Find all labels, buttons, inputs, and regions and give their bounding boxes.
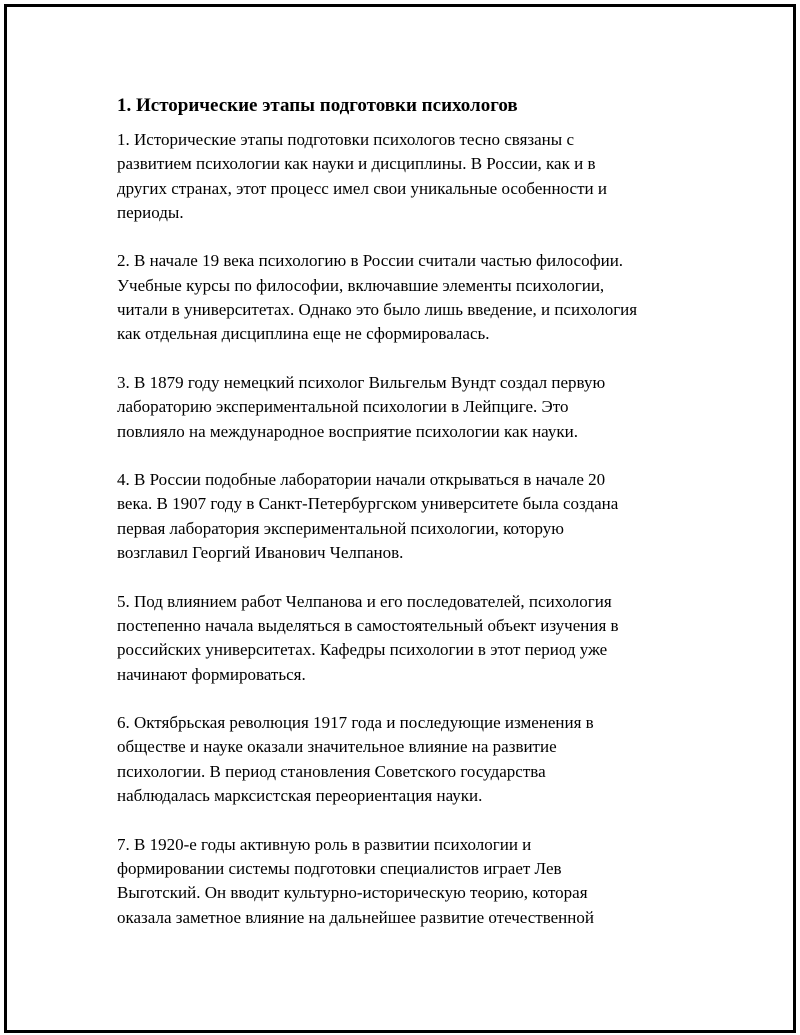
- paragraph-1: 1. Исторические этапы подготовки психологов тесно связаны с развитием психологии как науки и дисциплины. В России, как и в других странах, этот процесс имел свои уникальные особенности и периоды.: [117, 130, 607, 222]
- paragraph-2: 2. В начале 19 века психологию в России считали частью философии. Учебные курсы по философии, включавшие элементы психологии, читали в университетах. Однако это было лишь введение, и психология как отдельная дисциплина еще не сформировалась.: [117, 251, 638, 344]
- paragraph-4: 4. В России подобные лаборатории начали открываться в начале 20 века. В 1907 году в Санкт-Петербургском университете была создана первая лаборатория экспериментальной психологии, которую возглавил Георгий Иванович Челпанов.: [117, 470, 619, 563]
- paragraph-6: 6. Октябрьская революция 1917 года и последующие изменения в обществе и науке оказали значительное влияние на развитие психологии. В период становления Советского государства наблюдалась марксистская переориентация науки.: [117, 713, 594, 806]
- paragraph-5: 5. Под влиянием работ Челпанова и его последователей, психология постепенно начала выделяться в самостоятельный объект изучения в российских университетах. Кафедры психологии в этот период уже начинают формироваться.: [117, 591, 619, 684]
- paragraph-3: 3. В 1879 году немецкий психолог Вильгельм Вундт создал первую лабораторию экспериментальной психологии в Лейпциге. Это повлияло на международное восприятие психологии как науки.: [117, 372, 606, 441]
- paragraph-7: 7. В 1920-е годы активную роль в развитии психологии и формировании системы подготовки специалистов играет Лев Выготский. Он вводит культурно-историческую теорию, которая оказала заметное влияние на дальнейшее развитие отечественной: [117, 834, 594, 927]
- document-heading: 1. Исторические этапы подготовки психологов: [117, 95, 518, 116]
- document-body: [117, 92, 707, 954]
